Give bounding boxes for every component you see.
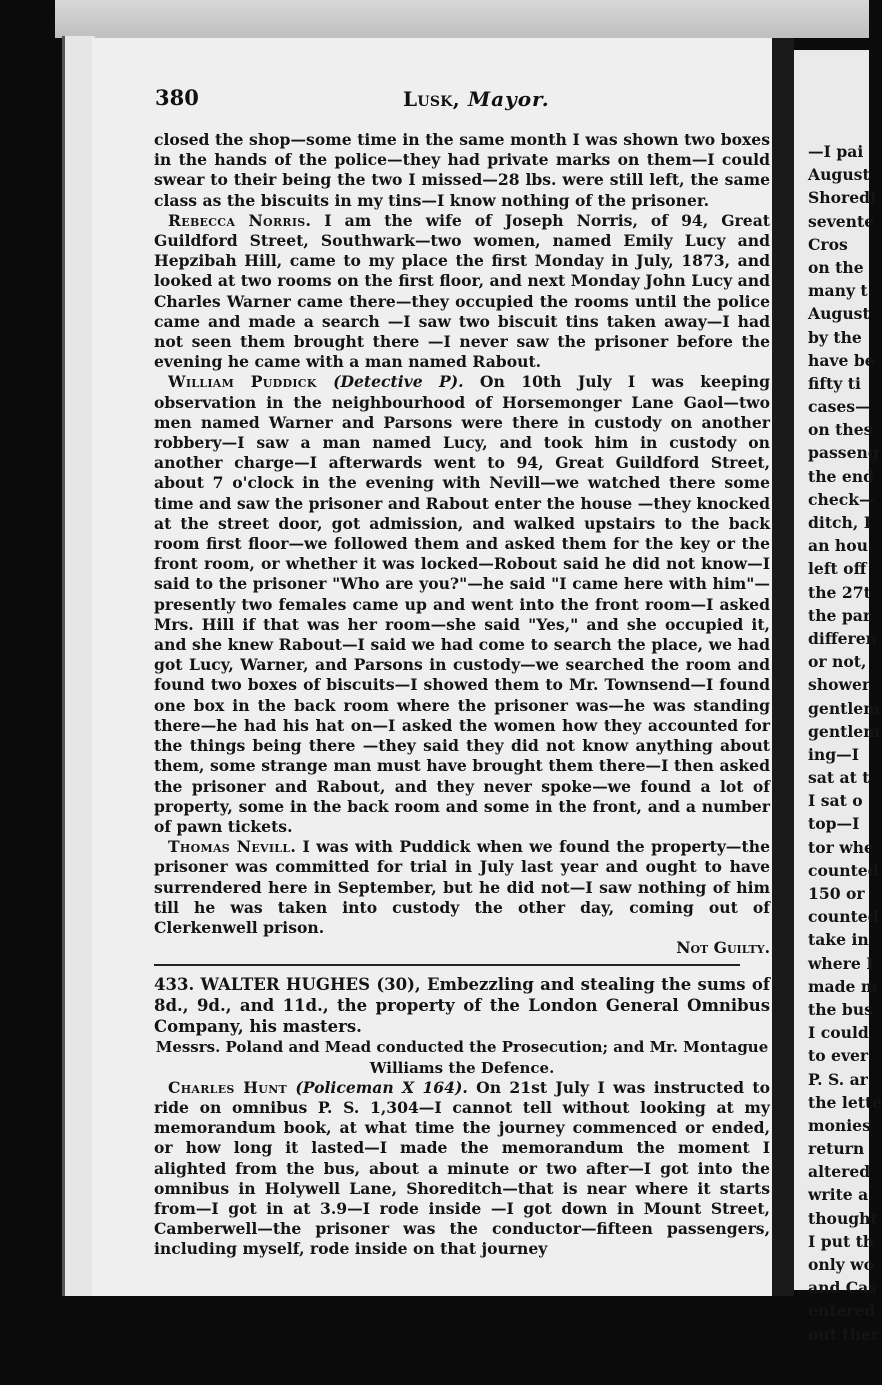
testimony-thomas-nevill <box>154 837 770 938</box>
book-gutter <box>772 38 794 1296</box>
facing-page-line: sevente <box>808 211 875 231</box>
facing-page-line: Cros <box>808 234 848 254</box>
facing-page-line: write a <box>808 1185 869 1205</box>
facing-page-line: August <box>808 165 870 185</box>
facing-page-line: differen <box>808 628 878 648</box>
facing-page-line: the 27t <box>808 582 871 602</box>
facing-page-line: only wo <box>808 1255 874 1274</box>
facing-page-line: the end <box>808 466 875 486</box>
facing-page-line: return <box>808 1139 865 1159</box>
counsel-line <box>154 1037 770 1077</box>
paragraph-text: On 21st July I was instructed to ride on omnibus P. S. 1,304—I cannot tell without looking at my memorandum book, at what time the journey commenced or ended, or how long it lasted—I made the memorandum the moment I alighted from the bus, about a minute or two after—I got into the omnibus in Holywell Lane, Shoreditch—that is near where it starts from—I got in at 3.9—I rode inside —I got down in Mount Street, Camberwell—the prisoner was the conductor—fifteen passengers, including myself, rode inside on that journey <box>154 1077 770 1259</box>
facing-page-line: top—I <box>808 814 860 834</box>
page-left-edge <box>62 36 95 1296</box>
facing-page-line: P. S. ar <box>808 1069 868 1089</box>
facing-page-line: I put th <box>808 1231 875 1251</box>
facing-page-line: or not, <box>808 652 867 672</box>
scan-background <box>0 1296 869 1385</box>
facing-page-line: out ther <box>808 1324 880 1344</box>
facing-page-line: on the <box>808 257 864 277</box>
facing-page-line: the lette <box>808 1092 882 1112</box>
facing-page-line: take in <box>808 930 869 950</box>
facing-page-line: gentlem <box>808 721 880 741</box>
facing-page-line: made m <box>808 976 878 996</box>
facing-page-line: the par <box>808 605 872 625</box>
facing-page-line: and Cas <box>808 1278 878 1298</box>
facing-page-line: monies <box>808 1115 871 1135</box>
section-divider <box>154 964 740 966</box>
facing-page-line: fifty ti <box>808 373 861 393</box>
facing-page-line: counted <box>808 907 879 927</box>
facing-page-line: shower <box>808 675 871 695</box>
facing-page-line: 150 or <box>808 884 865 903</box>
witness-name: William Puddick <box>168 372 317 392</box>
facing-page-line: have be <box>808 350 875 370</box>
facing-page-line: on thes <box>808 420 873 440</box>
facing-page-line: an hou <box>808 536 868 556</box>
counsel-text-1: Messrs. Poland and Mead conducted the Prosecution; and Mr. Montague <box>155 1038 769 1057</box>
page-number: 380 <box>155 85 199 110</box>
testimony-william-puddick <box>154 372 770 837</box>
page-header <box>155 85 755 121</box>
facing-page-line: cases— <box>808 397 871 417</box>
facing-page-line: —I pai <box>808 142 864 161</box>
witness-role: (Policeman X 164). <box>295 1077 468 1097</box>
paragraph-text: I was with Puddick when we found the property—the prisoner was committed for trial in July last year and ought to have surrendered here in September, but he did not—I saw nothing of him till he was taken into custody the other day, coming out of Clerkenwell prison. <box>154 837 770 937</box>
facing-page-line: gentlem <box>808 698 880 718</box>
facing-page-line: left off <box>808 559 867 579</box>
facing-page-line: the bus <box>808 999 873 1019</box>
facing-page-text <box>808 140 882 1346</box>
main-text-column <box>154 130 770 1260</box>
testimony-charles-hunt <box>154 1078 770 1260</box>
running-head <box>403 87 550 111</box>
witness-role: (Detective P). <box>333 372 464 392</box>
facing-page-line: where I <box>808 953 874 973</box>
facing-page-line: counted <box>808 860 879 880</box>
facing-page-line: to ever <box>808 1046 869 1066</box>
facing-page-line: altered <box>808 1162 871 1182</box>
facing-page-line: sat at t <box>808 768 870 788</box>
paragraph-continuation <box>154 130 770 211</box>
facing-page-line: passeng <box>808 443 879 463</box>
facing-page-line: thought <box>808 1208 878 1228</box>
running-head-title: Mayor. <box>467 87 550 111</box>
facing-page-line: I sat o <box>808 791 863 811</box>
facing-page-line: I could <box>808 1023 869 1043</box>
witness-name: Rebecca Norris. <box>168 210 312 230</box>
facing-page-line: many t <box>808 281 868 301</box>
facing-page-line: ditch, I <box>808 513 872 532</box>
facing-page-line: by the <box>808 327 862 347</box>
testimony-rebecca-norris <box>154 211 770 373</box>
counsel-text-2: Williams the Defence. <box>369 1058 555 1077</box>
facing-page-line: tor whe <box>808 837 874 857</box>
facing-page-line: check— <box>808 489 875 509</box>
verdict: Not Guilty. <box>676 938 770 958</box>
case-heading: 433. WALTER HUGHES (30), Embezzling and stealing the sums of 8d., 9d., and 11d., the property of the London General Omnibus Company, his masters. <box>154 975 770 1037</box>
facing-page-line: entered <box>808 1301 876 1321</box>
paragraph-text: On 10th July I was keeping observation in the neighbourhood of Horsemonger Lane Gaol—two men named Warner and Parsons were there in custody on another robbery—I saw a man named Lucy, and took him in custody on another charge—I afterwards went to 94, Great Guildford Street, about 7 o'clock in the evening with Nevill—we watched there some time and saw the prisoner and Rabout enter the house —they knocked at the street door, got admission, and walked upstairs to the back room first floor—we followed them and asked them for the key or the front room, or whether it was locked—Robout said he did not know—I said to the prisoner "Who are you?"—he said "I came here with him"— presently two females came up and went into the front room—I asked Mrs. Hill if that was her room—she said "Yes," and she occupied it, and she knew Rabout—I said we had come to search the place, we had got Lucy, Warner, and Parsons in custody—we searched the room and found two boxes of biscuits—I showed them to Mr. Townsend—I found one box in the back room where the prisoner was—he was standing there—he had his hat on—I asked the women how they accounted for the things being there —they said they did not know anything about them, some strange man must have brought them there—I then asked the prisoner and Rabout, and they never spoke—we found a lot of property, some in the back room and some in the front, and a number of pawn tickets. <box>154 372 770 836</box>
paragraph-text: closed the shop—some time in the same month I was shown two boxes in the hands of the police—they had private marks on them—I could swear to their being the two I missed—28 lbs. were still left, the same class as the biscuits in my tins—I know nothing of the prisoner. <box>154 130 770 210</box>
running-head-name: Lusk, <box>403 87 461 111</box>
facing-page-line: Shoredi <box>808 188 876 208</box>
facing-page-line: August <box>808 304 870 324</box>
page-top-margin <box>55 0 869 38</box>
witness-name: Charles Hunt <box>168 1077 288 1097</box>
facing-page-line: ing—I <box>808 744 860 764</box>
witness-name: Thomas Nevill. <box>168 837 297 857</box>
paragraph-text: I am the wife of Joseph Norris, of 94, Great Guildford Street, Southwark—two women, named Emily Lucy and Hepzibah Hill, came to my place the first Monday in July, 1873, and looked at two rooms on the first floor, and next Monday John Lucy and Charles Warner came there—they occupied the rooms until the police came and made a search —I saw two biscuit tins taken away—I had not seen them brought there —I never saw the prisoner before the evening he came with a man named Rabout. <box>154 210 771 372</box>
